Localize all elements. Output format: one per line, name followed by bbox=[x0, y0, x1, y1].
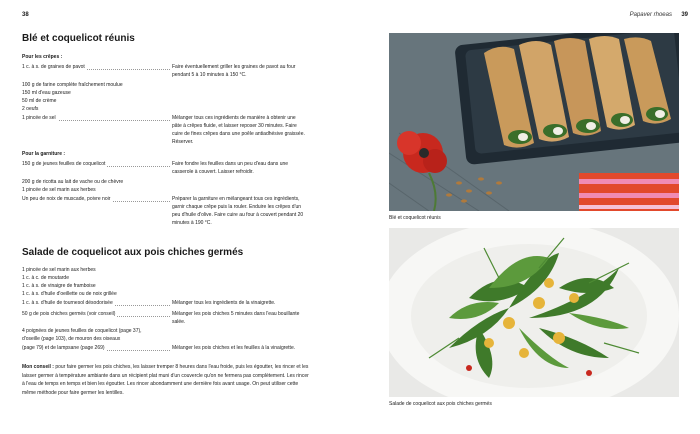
step-text: Faire éventuellement griller les graines de pavot au four pendant 5 à 10 minutes à 150 °C. bbox=[172, 64, 296, 79]
caption-salad: Salade de coquelicot aux pois chiches germés bbox=[389, 401, 492, 407]
ingredient-line: 50 ml de crème bbox=[22, 98, 57, 104]
recipe2-title: Salade de coquelicot aux pois chiches germés bbox=[22, 247, 244, 258]
recipe1-title: Blé et coquelicot réunis bbox=[22, 33, 135, 44]
ingredient-line: 4 poignées de jeunes feuilles de coquelicot (page 37), bbox=[22, 328, 142, 334]
step-text: Mélanger tous ces ingrédients de manière à obtenir une pâte à crêpes fluide, et laisser reposer 30 minutes. Faire cuire de fines crêpes dans une poêle antiadhésive graissée. Réserver. bbox=[172, 115, 305, 146]
ingredient-line: 2 oeufs bbox=[22, 106, 39, 112]
ingredient-line: 1 c. à s. d'huile d'oeillette ou de noix grillée bbox=[22, 291, 117, 297]
ingredient-line: 1 c. à s. de graines de pavot bbox=[22, 63, 170, 71]
ingredient-line: 1 c. à c. de moutarde bbox=[22, 275, 69, 281]
ingredient-line: 1 pincée de sel marin aux herbes bbox=[22, 187, 96, 193]
running-head: Papaver rhoeas bbox=[629, 12, 672, 18]
ingredient-line: 50 g de pois chiches germés (voir conseil) bbox=[22, 310, 170, 318]
page-number-right: 39 bbox=[681, 12, 688, 18]
step-text: Mélanger les pois chiches et les feuilles à la vinaigrette. bbox=[172, 345, 296, 351]
step-text: Mélanger les pois chiches 5 minutes dans l'eau bouillante salée. bbox=[172, 311, 300, 326]
ingredient-line: Un peu de noix de muscade, poivre noir bbox=[22, 195, 170, 203]
tip-text: pour faire germer les pois chiches, les laisser tremper 8 heures dans l'eau froide, puis les égoutter, les rincer et les laisser germer à température ambiante dans un récipient plat muni d'un couvercle qu'on ne fermera pas complètement. Les rincer à l'eau de temps en temps et bien les égoutter. Les rincer abondamment une dernière fois avant usage. On peut utiliser cette même méthode pour faire germer les lentilles. bbox=[22, 364, 309, 396]
step-text: Faire fondre les feuilles dans un peu d'eau dans une casserole à couvert. Laisser refroidir. bbox=[172, 161, 289, 176]
ingredient-line: 100 g de farine complète fraîchement moulue bbox=[22, 82, 123, 88]
crepes-label: Pour les crêpes : bbox=[22, 54, 63, 60]
salad-photo bbox=[389, 228, 679, 397]
step-text: Mélanger tous les ingrédients de la vinaigrette. bbox=[172, 300, 276, 306]
crepes-photo bbox=[389, 33, 679, 211]
tip-paragraph bbox=[22, 363, 312, 397]
ingredient-line: 1 c. à s. d'huile de tournesol désodorisée bbox=[22, 299, 170, 307]
ingredient-line: 200 g de ricotta au lait de vache ou de chèvre bbox=[22, 179, 124, 185]
page-number-left: 38 bbox=[22, 12, 29, 18]
right-page bbox=[380, 0, 700, 434]
step-text: Préparer la garniture en mélangeant tous ces ingrédients, garnir chaque crêpe puis la rouler. Enduire les crêpes d'un peu d'huile d'olive. Faire cuire au four à couvert pendant 20 minutes à 190 °C. bbox=[172, 196, 304, 227]
ingredient-line: 1 pincée de sel bbox=[22, 114, 170, 122]
caption-crepes: Blé et coquelicot réunis bbox=[389, 215, 441, 221]
ingredient-line: d'oseille (page 103), de mouron des oiseaux bbox=[22, 336, 121, 342]
ingredient-line: 150 g de jeunes feuilles de coquelicot bbox=[22, 160, 170, 168]
ingredient-line: 1 pincée de sel marin aux herbes bbox=[22, 267, 96, 273]
tip-label: Mon conseil : bbox=[22, 364, 54, 370]
ingredient-line: 150 ml d'eau gazeuse bbox=[22, 90, 71, 96]
filling-label: Pour la garniture : bbox=[22, 151, 66, 157]
ingredient-line: 1 c. à s. de vinaigre de framboise bbox=[22, 283, 96, 289]
ingredient-line: (page 79) et de lampsane (page 269) bbox=[22, 344, 170, 352]
